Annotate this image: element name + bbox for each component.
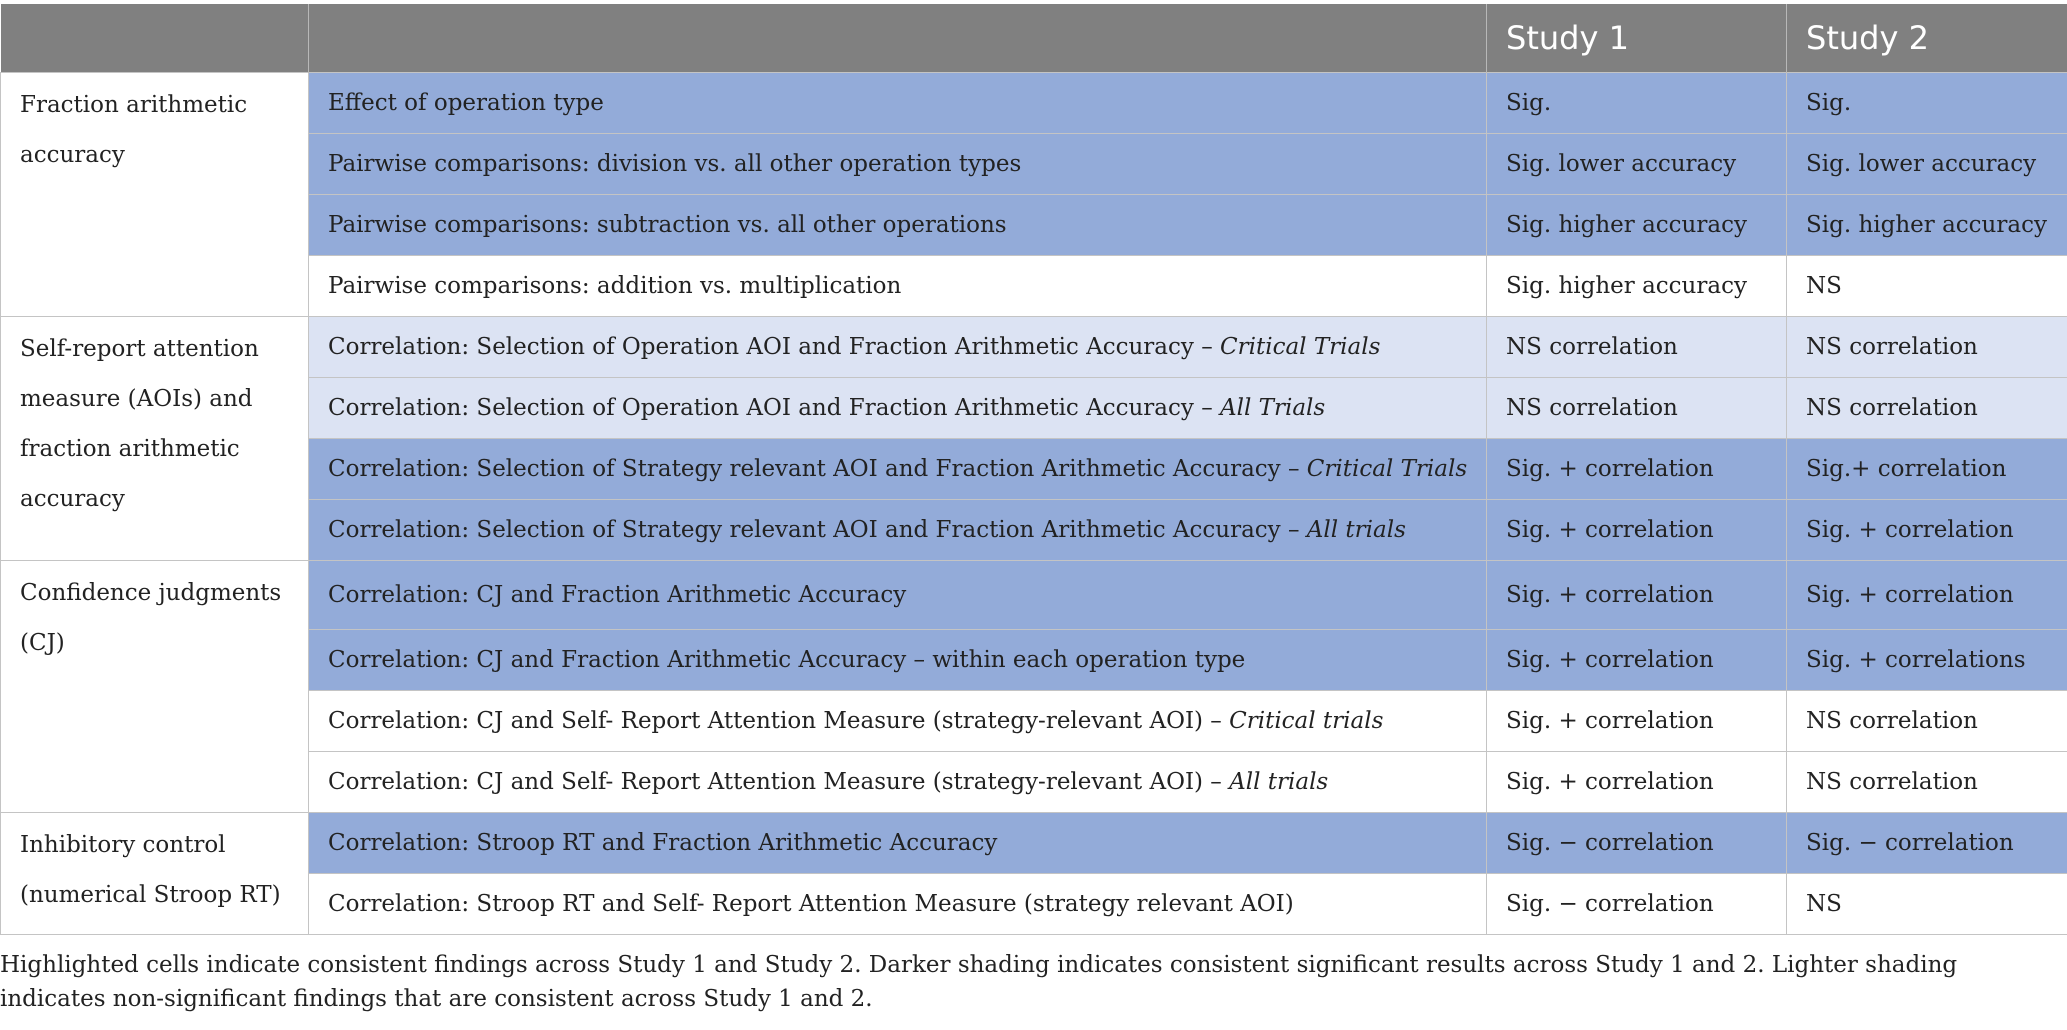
description-text: Correlation: CJ and Self- Report Attention Measure (strategy-relevant AOI) – <box>328 707 1230 734</box>
description-cell <box>309 194 1487 255</box>
table-row <box>1 194 2067 255</box>
category-cell: Fraction arithmetic accuracy <box>1 72 309 316</box>
study-2-result-cell: Sig. higher accuracy <box>1787 194 2067 255</box>
description-cell <box>309 377 1487 438</box>
study-2-result-cell: NS correlation <box>1787 751 2067 812</box>
table-row <box>1 751 2067 812</box>
table-row <box>1 499 2067 560</box>
table-header-row <box>1 4 2067 72</box>
table-body <box>1 72 2067 934</box>
table-footnote: Highlighted cells indicate consistent findings across Study 1 and Study 2. Darker shading indicates consistent significant results across Study 1 and 2. Lighter shading indicates non-significant findings that are consistent across Study 1 and 2. <box>0 952 1958 1012</box>
description-text: Correlation: CJ and Fraction Arithmetic Accuracy – within each operation type <box>328 646 1246 673</box>
study-1-result-cell: Sig. − correlation <box>1487 873 1787 934</box>
description-cell <box>309 751 1487 812</box>
description-text: Pairwise comparisons: addition vs. multiplication <box>328 272 902 299</box>
results-summary-table <box>0 4 2067 935</box>
description-text: Pairwise comparisons: division vs. all other operation types <box>328 150 1022 177</box>
description-cell <box>309 72 1487 133</box>
description-cell <box>309 690 1487 751</box>
description-text: Correlation: Stroop RT and Self- Report Attention Measure (strategy relevant AOI) <box>328 890 1294 917</box>
study-2-result-cell: NS correlation <box>1787 690 2067 751</box>
study-2-result-cell: Sig. <box>1787 72 2067 133</box>
description-cell <box>309 255 1487 316</box>
trial-type-text: All trials <box>1306 516 1406 543</box>
description-cell <box>309 133 1487 194</box>
trial-type-text: All Trials <box>1220 394 1326 421</box>
table-row <box>1 255 2067 316</box>
study-1-result-cell: Sig. + correlation <box>1487 560 1787 629</box>
description-text: Correlation: Selection of Strategy relevant AOI and Fraction Arithmetic Accuracy – <box>328 516 1307 543</box>
table-row <box>1 812 2067 873</box>
trial-type-text: Critical Trials <box>1306 455 1468 482</box>
study-2-result-cell: Sig. + correlation <box>1787 560 2067 629</box>
study-1-result-cell: Sig. + correlation <box>1487 629 1787 690</box>
description-cell <box>309 316 1487 377</box>
description-text: Correlation: Selection of Strategy relevant AOI and Fraction Arithmetic Accuracy – <box>328 455 1307 482</box>
study-2-result-cell: NS correlation <box>1787 316 2067 377</box>
description-cell <box>309 499 1487 560</box>
study-1-result-cell: Sig. + correlation <box>1487 690 1787 751</box>
description-cell <box>309 873 1487 934</box>
table-row <box>1 133 2067 194</box>
category-cell: Self-report attention measure (AOIs) and fraction arithmetic accuracy <box>1 316 309 560</box>
table-row <box>1 72 2067 133</box>
study-2-result-cell: NS <box>1787 255 2067 316</box>
description-cell <box>309 560 1487 629</box>
study-2-result-cell: NS correlation <box>1787 377 2067 438</box>
description-cell <box>309 438 1487 499</box>
trial-type-text: Critical trials <box>1229 707 1384 734</box>
description-text: Correlation: CJ and Fraction Arithmetic Accuracy <box>328 581 907 608</box>
study-1-result-cell: Sig. + correlation <box>1487 438 1787 499</box>
study-2-result-cell: Sig. lower accuracy <box>1787 133 2067 194</box>
table-row <box>1 873 2067 934</box>
description-text: Pairwise comparisons: subtraction vs. all other operations <box>328 211 1007 238</box>
trial-type-text: All trials <box>1229 768 1329 795</box>
header-study-1: Study 1 <box>1487 4 1787 72</box>
table-row <box>1 377 2067 438</box>
results-table-container <box>0 4 2067 935</box>
description-text: Correlation: Selection of Operation AOI and Fraction Arithmetic Accuracy – <box>328 333 1221 360</box>
study-1-result-cell: Sig. <box>1487 72 1787 133</box>
category-cell: Confidence judgments (CJ) <box>1 560 309 812</box>
table-row <box>1 629 2067 690</box>
study-1-result-cell: NS correlation <box>1487 377 1787 438</box>
study-1-result-cell: Sig. + correlation <box>1487 751 1787 812</box>
trial-type-text: Critical Trials <box>1220 333 1381 360</box>
study-1-result-cell: Sig. higher accuracy <box>1487 194 1787 255</box>
description-text: Correlation: Selection of Operation AOI and Fraction Arithmetic Accuracy – <box>328 394 1221 421</box>
table-row <box>1 438 2067 499</box>
table-row <box>1 690 2067 751</box>
study-1-result-cell: NS correlation <box>1487 316 1787 377</box>
header-study-2: Study 2 <box>1787 4 2067 72</box>
table-row <box>1 560 2067 629</box>
description-text: Correlation: CJ and Self- Report Attention Measure (strategy-relevant AOI) – <box>328 768 1230 795</box>
study-2-result-cell: Sig.+ correlation <box>1787 438 2067 499</box>
header-category <box>1 4 309 72</box>
description-cell <box>309 812 1487 873</box>
description-text: Effect of operation type <box>328 89 604 116</box>
study-1-result-cell: Sig. − correlation <box>1487 812 1787 873</box>
study-1-result-cell: Sig. lower accuracy <box>1487 133 1787 194</box>
study-2-result-cell: Sig. − correlation <box>1787 812 2067 873</box>
category-cell: Inhibitory control (numerical Stroop RT) <box>1 812 309 934</box>
study-1-result-cell: Sig. + correlation <box>1487 499 1787 560</box>
study-1-result-cell: Sig. higher accuracy <box>1487 255 1787 316</box>
table-row <box>1 316 2067 377</box>
study-2-result-cell: Sig. + correlations <box>1787 629 2067 690</box>
study-2-result-cell: Sig. + correlation <box>1787 499 2067 560</box>
description-cell <box>309 629 1487 690</box>
description-text: Correlation: Stroop RT and Fraction Arithmetic Accuracy <box>328 829 998 856</box>
study-2-result-cell: NS <box>1787 873 2067 934</box>
header-description <box>309 4 1487 72</box>
